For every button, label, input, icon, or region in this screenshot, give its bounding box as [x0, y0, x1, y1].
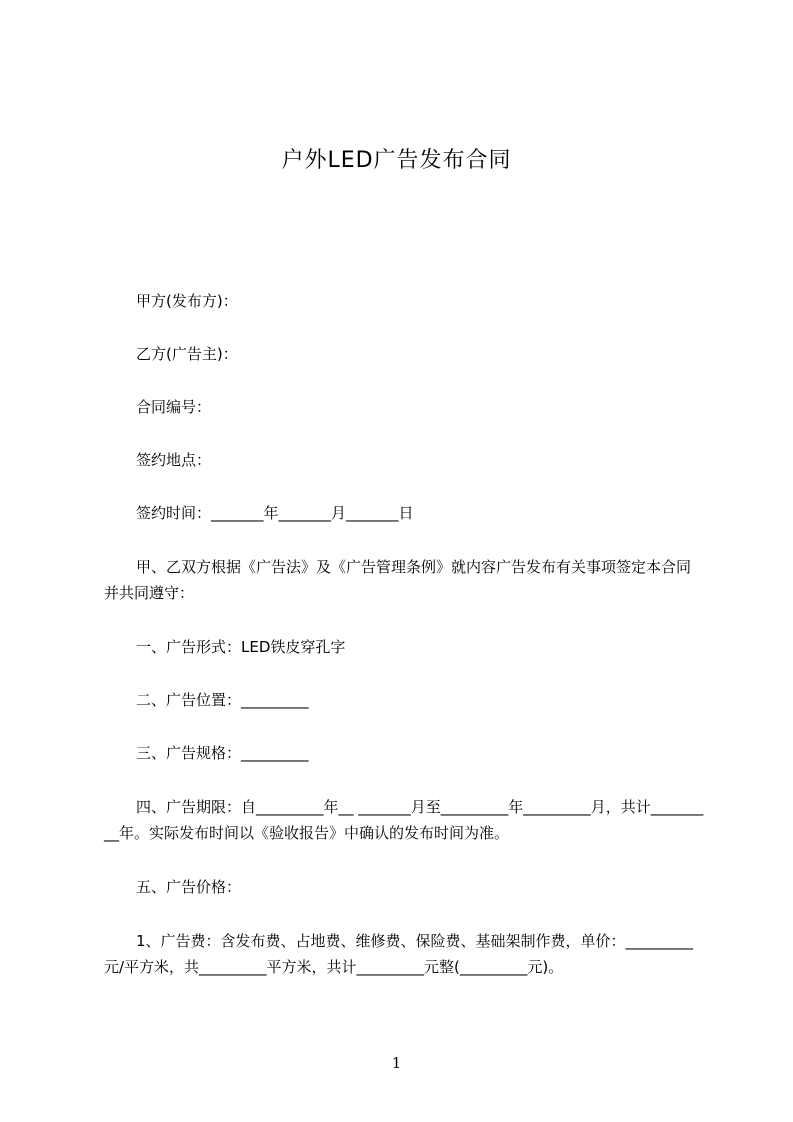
page-number: 1 [391, 1054, 402, 1072]
party-b-field: 乙方(广告主)： [136, 345, 238, 363]
preamble-paragraph: 甲、乙双方根据《广告法》及《广告管理条例》就内容广告发布有关事项签定本合同并共同遵守： [104, 558, 692, 602]
party-a-field: 甲方(发布方)： [136, 292, 238, 310]
clause-ad-period: 四、广告期限：自_________年__ _______月至_________年_________月，共计_________年。实际发布时间以《验收报告》中确认的发布时间为准。 [104, 798, 704, 842]
contract-number-field: 合同编号： [136, 398, 212, 416]
clause-ad-form: 一、广告形式：LED铁皮穿孔字 [136, 638, 346, 656]
document-title: 户外LED广告发布合同 [281, 148, 512, 173]
clause-ad-price: 五、广告价格： [136, 878, 242, 896]
clause-ad-fee: 1、广告费：含发布费、占地费、维修费、保险费、基础架制作费，单价：_________元/平方米，共_________平方米，共计_________元整(_________元)。 [104, 932, 694, 976]
signing-place-field: 签约地点： [136, 451, 212, 469]
clause-ad-location: 二、广告位置：_________ [136, 691, 309, 709]
signing-time-field: 签约时间：_______年_______月_______日 [136, 504, 414, 522]
clause-ad-spec: 三、广告规格：_________ [136, 744, 309, 762]
